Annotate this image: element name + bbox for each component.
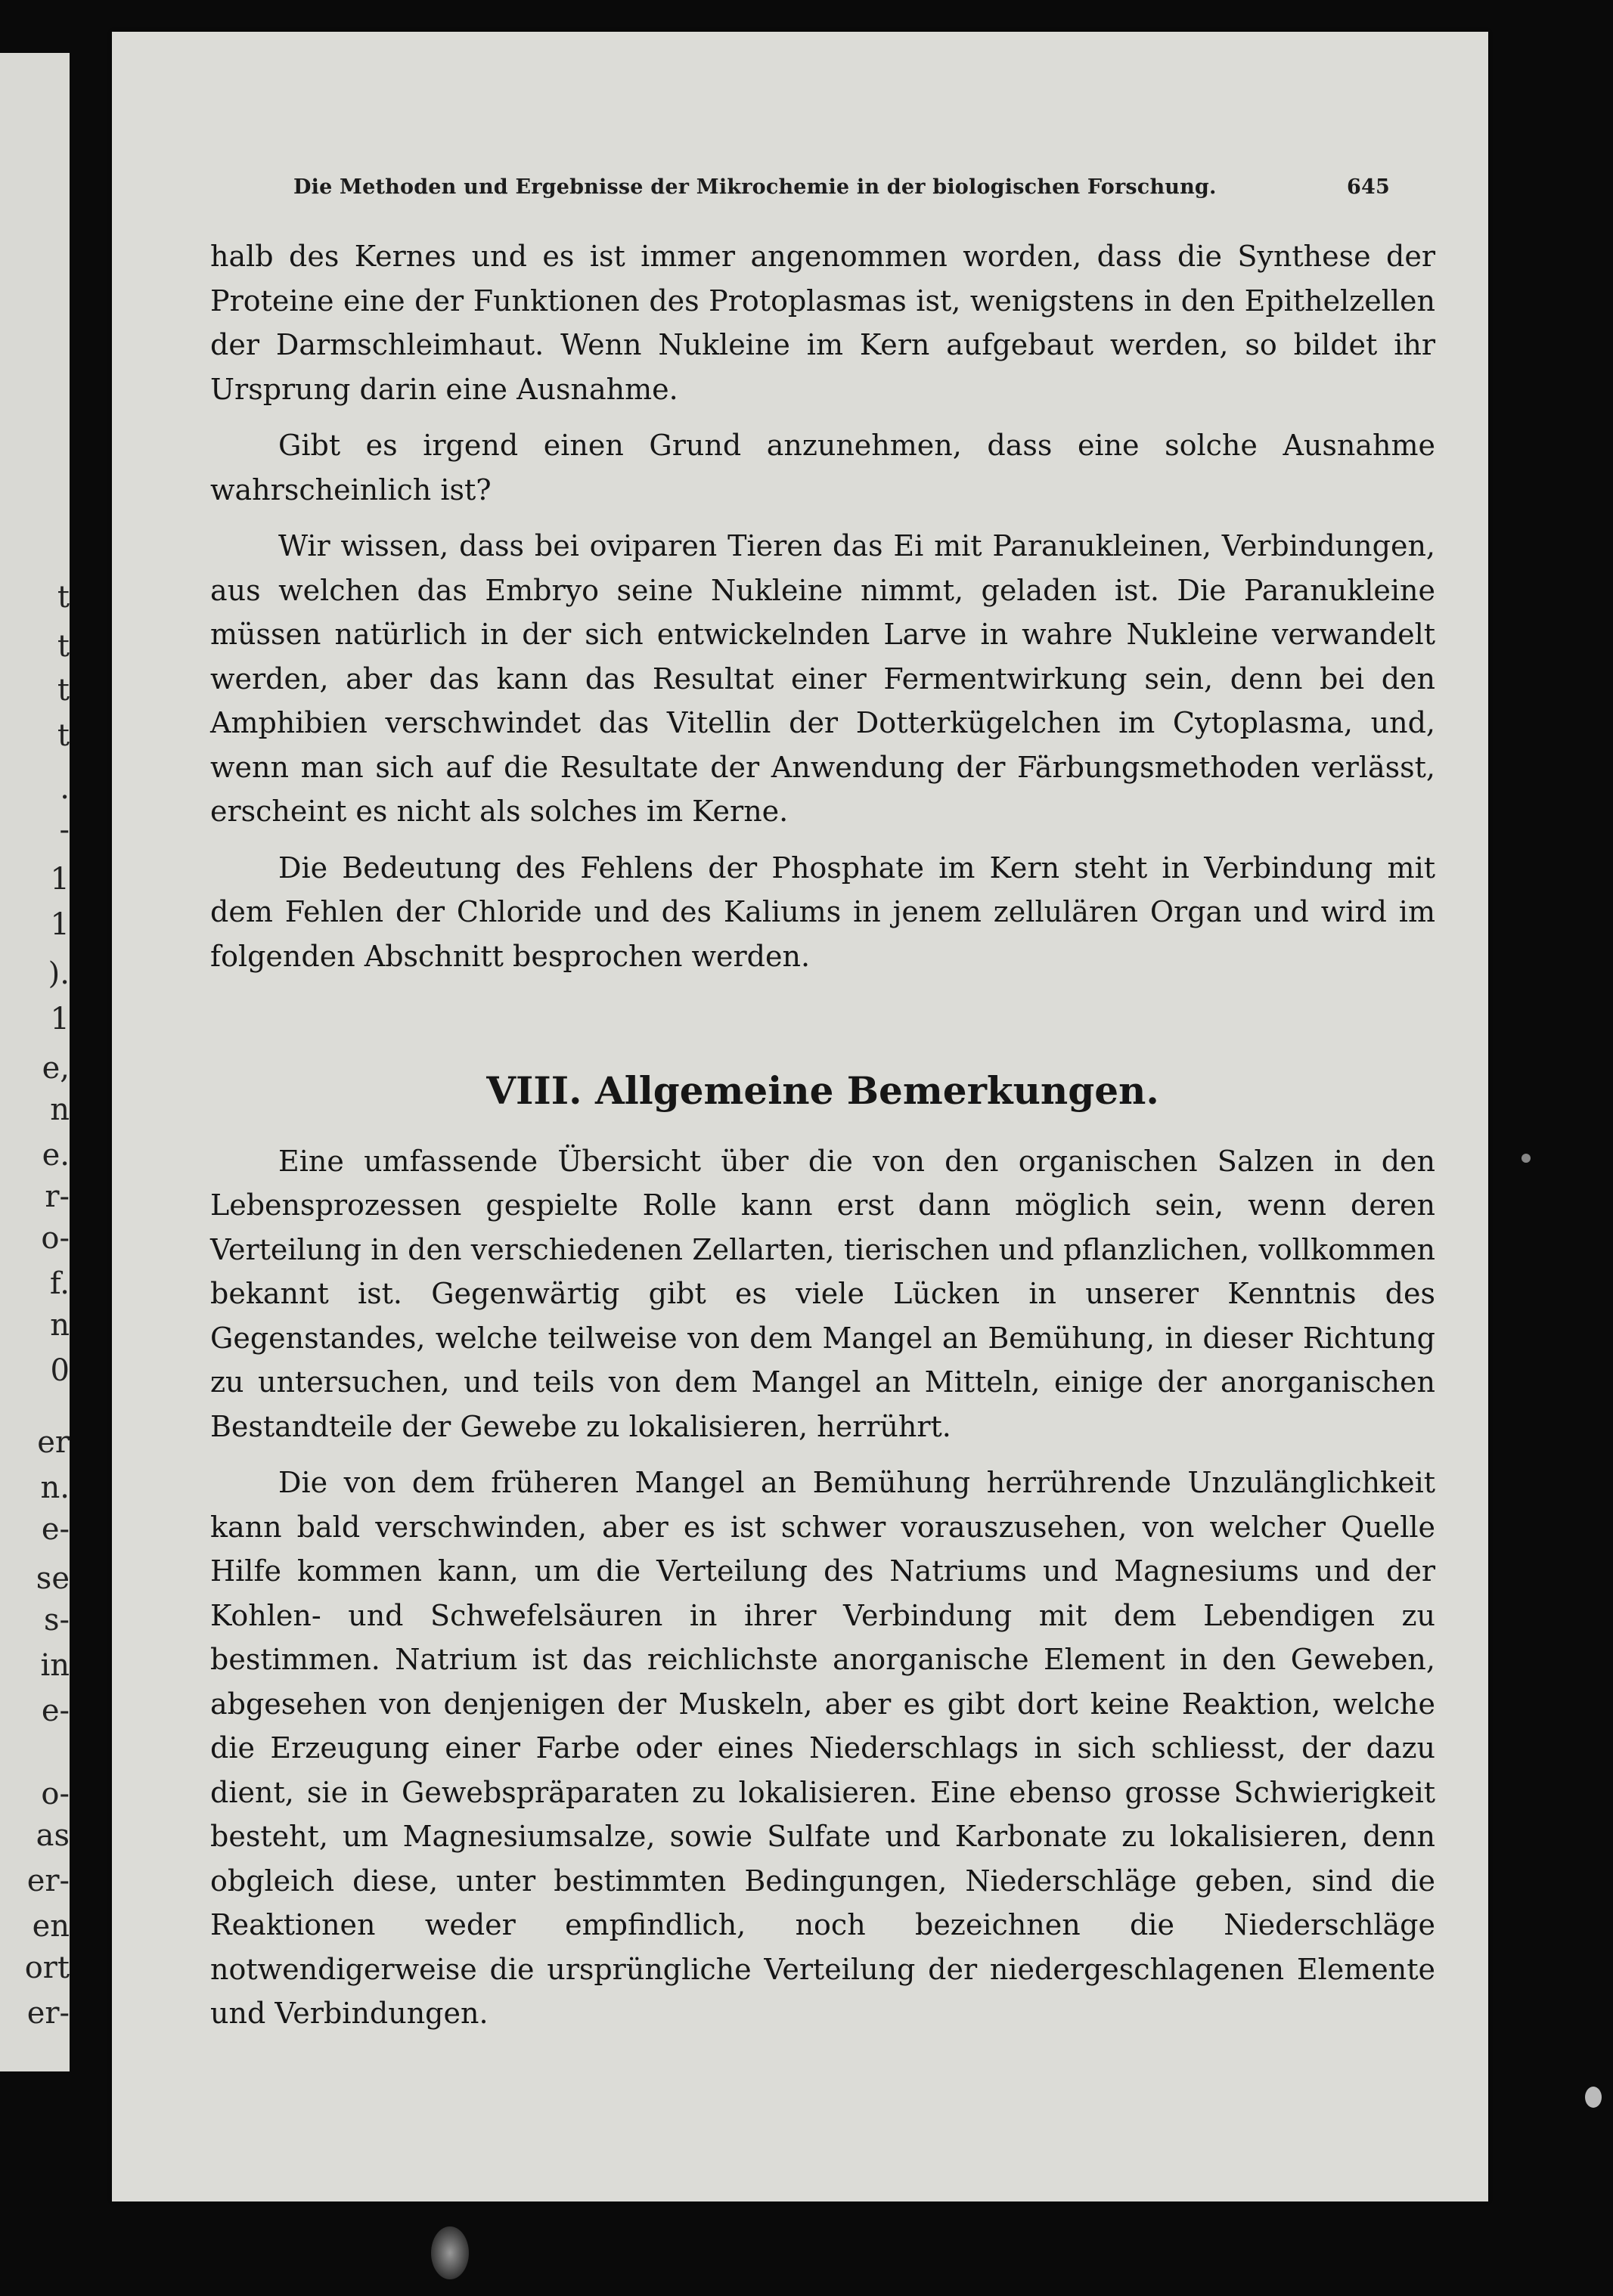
left-page-fragment: n. — [40, 1470, 70, 1505]
left-page-fragment: 1 — [50, 862, 70, 897]
left-page-fragment: s- — [43, 1603, 70, 1638]
left-page-fragment: er- — [26, 1996, 70, 2031]
left-page-fragment: t — [57, 629, 70, 664]
left-page-fragment: n — [50, 1308, 70, 1343]
left-page-fragment: ort — [24, 1951, 70, 1985]
paragraph-3: Wir wissen, dass bei oviparen Tieren das Ei mit Paranukleinen, Verbindungen, aus welchen das Embryo seine Nukleine nimmt, geladen ist. Die Paranukleine müssen natürlich in der sich entwickelnden Larve in wahre Nukleine verwandelt werden, aber das kann das Resultat einer Fermentwirkung sein, denn bei den Amphibien verschwindet das Vitellin der Dotterkügelchen im Cytoplasma, und, wenn man sich auf die Resultate der Anwendung der Färbungsmethoden verlässt, erscheint es nicht als solches im Kerne. — [210, 529, 1435, 828]
left-page-fragment: se — [36, 1561, 70, 1596]
paragraph-1: halb des Kernes und es ist immer angenommen worden, dass die Synthese der Proteine eine der Funktionen des Protoplasmas ist, wenigstens in den Epithelzellen der Darmschleimhaut. Wenn Nukleine im Kern aufgebaut werden, so bildet ihr Ursprung darin eine Ausnahme. — [210, 240, 1435, 406]
left-page-fragment: 1 — [50, 907, 70, 942]
left-page-fragment: n — [50, 1092, 70, 1127]
paragraph-4: Die Bedeutung des Fehlens der Phosphate im Kern steht in Verbindung mit dem Fehlen der Chloride und des Kaliums in jenem zellulären Organ und wird im folgenden Abschnitt besprochen werden. — [210, 851, 1435, 973]
adjacent-page-edge — [0, 53, 70, 2071]
left-page-fragment: er — [37, 1425, 70, 1460]
left-page-fragment: . — [60, 771, 70, 806]
book-page — [112, 32, 1488, 2201]
left-page-fragment: - — [59, 813, 70, 847]
running-head — [293, 175, 1390, 199]
section-paragraph-2: Die von dem früheren Mangel an Bemühung herrührende Unzulänglichkeit kann bald verschwinden, aber es ist schwer vorauszusehen, von welcher Quelle Hilfe kommen kann, um die Verteilung des Natriums und Magnesiums und der Kohlen- und Schwefelsäuren in ihrer Verbindung mit dem Lebendigen zu bestimmen. Natrium ist das reichlichste anorganische Element in den Geweben, abgesehen von denjenigen der Muskeln, aber es gibt dort keine Reaktion, welche die Erzeugung einer Farbe oder eines Niederschlags in sich schliesst, der dazu dient, sie in Gewebspräparaten zu lokalisieren. Eine ebenso grosse Schwierigkeit besteht, um Magnesiumsalze, sowie Sulfate und Karbonate zu lokalisieren, denn obgleich diese, unter bestimmten Bedingungen, Niederschläge geben, sind die Reaktionen weder empfindlich, noch bezeichnen die Niederschläge notwendigerweise die ursprüngliche Verteilung der niedergeschlagenen Elemente und Verbindungen. — [210, 1466, 1435, 2030]
left-page-fragment: t — [57, 718, 70, 753]
scan-glare — [431, 2226, 469, 2279]
left-page-fragment: e, — [42, 1051, 70, 1086]
left-page-fragment: o- — [41, 1221, 70, 1256]
paragraph-2: Gibt es irgend einen Grund anzunehmen, dass eine solche Ausnahme wahrscheinlich ist? — [210, 429, 1435, 507]
left-page-fragment: f. — [49, 1266, 70, 1301]
left-page-fragment: t — [57, 580, 70, 615]
section-paragraph-1: Eine umfassende Übersicht über die von den organischen Salzen in den Lebensprozessen gespielte Rolle kann erst dann möglich sein, wenn deren Verteilung in den verschiedenen Zellarten, tierischen und pflanzlichen, vollkommen bekannt ist. Gegenwärtig gibt es viele Lücken in unserer Kenntnis des Gegenstandes, welche teilweise von dem Mangel an Bemühung, in dieser Richtung zu untersuchen, und teils von dem Mangel an Mitteln, einige der anorganischen Bestandteile der Gewebe zu lokalisieren, herrührt. — [210, 1144, 1435, 1443]
left-page-fragment: 0 — [50, 1353, 70, 1388]
left-page-fragment: ). — [48, 956, 70, 991]
left-page-fragment: er- — [26, 1864, 70, 1898]
left-page-fragment: r- — [45, 1179, 70, 1214]
running-head-title: Die Methoden und Ergebnisse der Mikrochemie in der biologischen Forschung. — [293, 175, 1217, 199]
left-page-fragment: o- — [41, 1777, 70, 1811]
left-page-fragment: in — [40, 1648, 70, 1683]
scan-speck — [1585, 2087, 1602, 2108]
left-page-fragment: en — [32, 1909, 70, 1944]
left-page-fragment: t — [57, 673, 70, 708]
left-page-fragment: e- — [41, 1693, 70, 1728]
scan-speck — [1521, 1154, 1531, 1163]
left-page-fragment: 1 — [50, 1002, 70, 1036]
page-number: 645 — [1347, 175, 1390, 199]
left-page-fragment: e. — [42, 1138, 70, 1173]
page-body — [210, 234, 1435, 2048]
left-page-fragment: as — [36, 1818, 70, 1853]
section-heading: VIII. Allgemeine Bemerkungen. — [486, 1068, 1159, 1113]
left-page-fragment: e- — [41, 1512, 70, 1547]
